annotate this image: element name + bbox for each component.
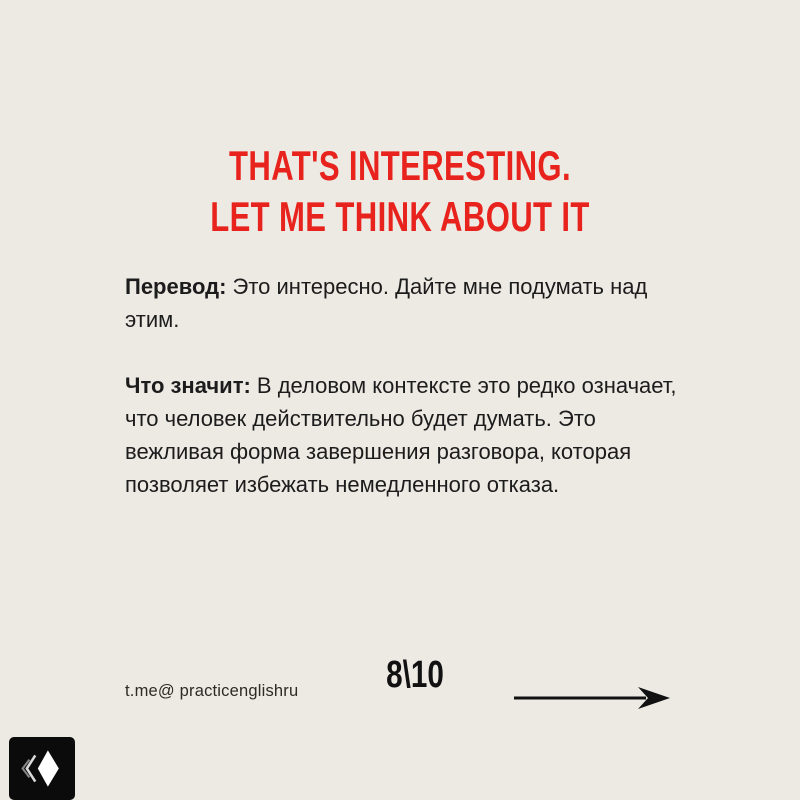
headline bbox=[104, 140, 696, 242]
translation-text: Это интересно. Дайте мне подумать над этим. bbox=[125, 274, 648, 332]
headline-line-1: THAT'S INTERESTING. bbox=[229, 142, 571, 189]
page-indicator: 8\10 bbox=[386, 654, 444, 696]
diamond-logo-icon bbox=[14, 742, 70, 795]
meaning-paragraph bbox=[125, 369, 685, 501]
body-text bbox=[125, 270, 685, 534]
translation-paragraph bbox=[125, 270, 685, 336]
channel-logo bbox=[9, 737, 75, 800]
meaning-text: В деловом контексте это редко означает, что человек действительно будет думать. Это вежливая форма завершения разговора, которая позволяет избежать немедленного отказа. bbox=[125, 373, 677, 497]
telegram-handle: t.me@ practicenglishru bbox=[125, 682, 299, 700]
arrow-right-icon bbox=[512, 684, 674, 712]
headline-line-2: LET ME THINK ABOUT IT bbox=[210, 193, 590, 240]
translation-label: Перевод: bbox=[125, 274, 227, 299]
meaning-label: Что значит: bbox=[125, 373, 251, 398]
